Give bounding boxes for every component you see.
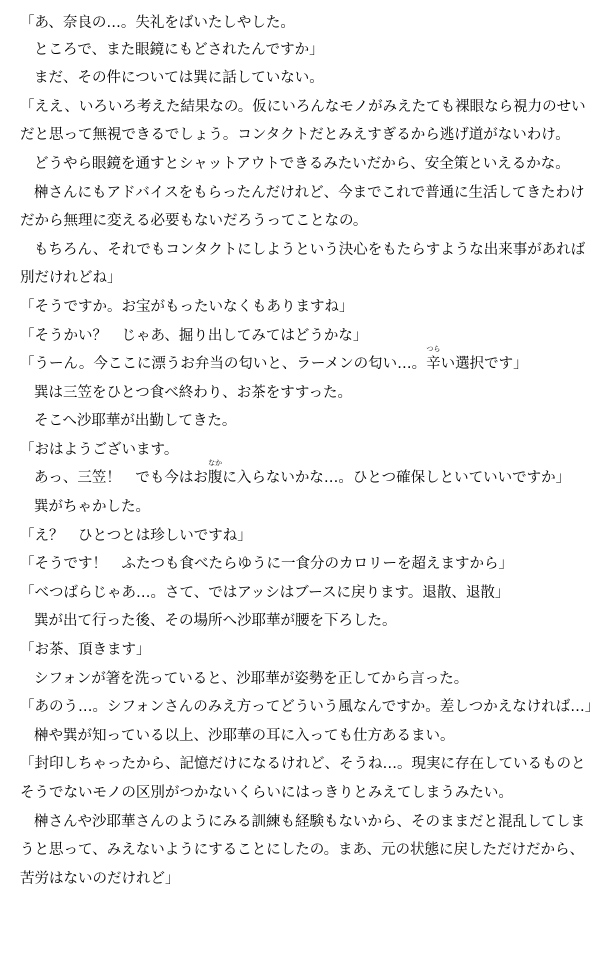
text-line: 「そうですか。お宝がもったいなくもありますね」 [20,299,354,315]
text-line: シフォンが箸を洗っていると、沙耶華が姿勢を正してから言った。 [34,671,469,687]
text-line: 巽がちゃかした。 [34,499,150,515]
text-run: い選択です」 [440,356,528,372]
text-run: に入らないかな…。ひとつ確保しといていいですか」 [222,470,571,486]
ruby-base: 辛 [426,356,441,372]
text-line: もちろん、それでもコンタクトにしようという決心をもたらすような出来事があれば [34,242,586,258]
ruby-annotation [207,459,223,488]
text-line: だから無理に変える必要もないだろうってことなの。 [20,213,368,229]
text-line: ところで、また眼鏡にもどされたんですか」 [34,42,324,58]
text-line-with-ruby [34,459,600,488]
text-line: そこへ沙耶華が出勤してきた。 [34,413,237,429]
ruby-base: 腹 [207,470,223,486]
text-line: 「そうかい？ じゃあ、掘り出してみてはどうかな」 [20,328,368,344]
text-line-with-ruby [20,345,600,374]
text-line: 「あ、奈良の…。失礼をばいたしやした。 [20,15,295,31]
text-line: 「べつばらじゃあ…。さて、ではアッシはブースに戻ります。退散、退散」 [20,585,510,601]
text-line: うと思って、みえないようにすることにしたの。まあ、元の状態に戻しただけだから、 [20,842,585,858]
text-line: 「え？ ひとつとは珍しいですね」 [20,528,252,544]
text-line: 「封印しちゃったから、記憶だけになるけれど、そうね…。現実に存在しているものと [20,756,586,772]
furigana: つら [426,345,441,353]
text-line: そうでないモノの区別がつかないくらいにはっきりとみえてしまうみたい。 [20,785,513,801]
text-run: あっ、三笠！ でも今はお [34,470,208,486]
text-line: どうやら眼鏡を通すとシャットアウトできるみたいだから、安全策といえるかな。 [34,156,570,172]
text-line: 「あのう…。シフォンさんのみえ方ってどういう風なんですか。差しつかえなければ…」 [20,699,600,715]
text-line: 「おはようございます。 [20,442,179,458]
text-run: 「うーん。今ここに漂うお弁当の匂いと、ラーメンの匂い…。 [20,356,427,372]
furigana: なか [208,459,223,467]
text-line: まだ、その件については巽に話していない。 [34,70,324,86]
text-line: 巽は三笠をひとつ食べ終わり、お茶をすすった。 [34,385,352,401]
text-line: だと思って無視できるでしょう。コンタクトだとみえすぎるから逃げ道がないわけ。 [20,127,570,143]
ruby-annotation [426,345,441,374]
text-line: 苦労はないのだけれど」 [20,871,180,887]
text-run: 「ええ、いろいろ考えた結果なの。仮にいろんなモノがみえたても裸眼なら視力のせい [20,99,586,115]
text-line [20,97,600,117]
text-line: 「そうです！ ふたつも食べたらゆうに一食分のカロリーを超えますから」 [20,556,513,572]
text-line: 榊さんにもアドバイスをもらったんだけれど、今までこれで普通に生活してきたわけ [34,185,585,201]
text-line: 巽が出て行った後、その場所へ沙耶華が腰を下ろした。 [34,613,397,629]
text-line: 「お茶、頂きます」 [20,642,151,658]
text-line: 榊や巽が知っている以上、沙耶華の耳に入っても仕方あるまい。 [34,728,455,744]
text-line: 別だけれどね」 [20,270,122,286]
text-line: 榊さんや沙耶華さんのようにみる訓練も経験もないから、そのままだと混乱してしま [34,814,585,830]
